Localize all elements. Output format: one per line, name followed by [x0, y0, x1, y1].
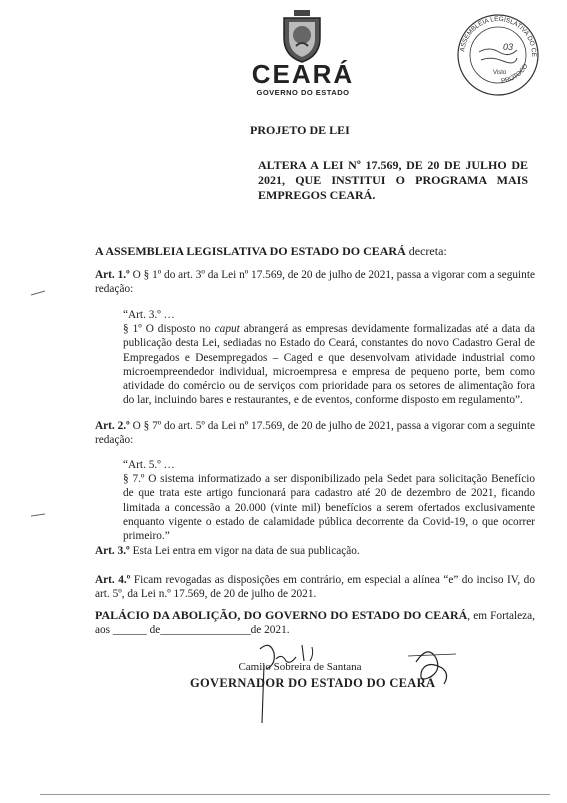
state-brand: [230, 60, 376, 97]
article-4-text: Ficam revogadas as disposições em contrário, em especial a alínea “e” do inciso IV, do art. 5º, da Lei n.º 17.569, de 20 de julho de 2021.: [95, 574, 535, 601]
article-2: [95, 419, 535, 447]
article-1-quote: [123, 308, 535, 407]
quote-1-paragraph: [123, 322, 535, 407]
stamp-label: Visto: [493, 70, 507, 76]
signing-place-date: , em Fortaleza, aos ______ de________________de 2021.: [95, 610, 535, 637]
enacting-clause: [95, 244, 535, 259]
enacting-clause-body: A ASSEMBLEIA LEGISLATIVA DO ESTADO DO CEARÁ: [95, 244, 406, 258]
article-2-text: O § 7º do art. 5º da Lei nº 17.569, de 20 de julho de 2021, passa a vigorar com a seguinte redação:: [95, 420, 535, 447]
article-2-quote: [123, 458, 535, 543]
article-4: [95, 573, 535, 601]
article-1-text: O § 1º do art. 3º da Lei nº 17.569, de 20 de julho de 2021, passa a vigorar com a seguinte redação:: [95, 269, 535, 296]
stamp-number: 03: [503, 42, 514, 52]
signing-place-bold: PALÁCIO DA ABOLIÇÃO, DO GOVERNO DO ESTADO DO CEARÁ: [95, 608, 468, 622]
stamp-ring-top: ASSEMBLEIA LEGISLATIVA DO CE: [459, 15, 538, 58]
state-crest-icon: [278, 8, 326, 64]
bill-title: PROJETO DE LEI: [250, 123, 350, 137]
bill-ementa: ALTERA A LEI Nº 17.569, DE 20 DE JULHO DE 2021, QUE INSTITUI O PROGRAMA MAIS EMPREGOS CEARÁ.: [258, 158, 528, 202]
signing-place: [95, 608, 535, 637]
quote-1-part-a: § 1º O disposto no: [123, 323, 215, 336]
quote-2-heading: “Art. 5.º …: [123, 459, 175, 471]
article-1-label: Art. 1.º: [95, 269, 130, 281]
article-2-label: Art. 2.º: [95, 420, 130, 432]
article-1: [95, 268, 535, 296]
article-3-text: Esta Lei entra em vigor na data de sua publicação.: [129, 545, 360, 557]
stamp-ring-icon: [455, 12, 541, 98]
brand-subtitle: GOVERNO DO ESTADO: [256, 88, 350, 97]
page-bottom-rule: [40, 794, 550, 795]
margin-mark-icon: [30, 512, 46, 518]
quote-2-paragraph: § 7.º O sistema informatizado a ser disponibilizado pela Sedet para solicitação Benefício de que trata este artigo funcionará para cadastro até 20 de dezembro de 2021, ficando limitada a concessão a 20.000 (vinte mil) benefícios a serem ofertados exclusivamente enquanto vigente o estado de calamidade pública decorrente da Covid-19, o que ocorrer primeiro.”: [123, 473, 535, 543]
quote-1-heading: “Art. 3.º …: [123, 309, 175, 321]
article-4-label: Art. 4.º: [95, 574, 131, 586]
margin-mark-icon: [30, 290, 46, 296]
quote-1-caput: caput: [214, 323, 240, 336]
article-3: [95, 544, 535, 558]
signer-role: GOVERNADOR DO ESTADO DO CEARÁ: [190, 676, 436, 690]
article-3-label: Art. 3.º: [95, 545, 130, 557]
protocol-stamp: [455, 12, 541, 98]
quote-1-part-b: abrangerá as empresas devidamente formalizadas até a data da publicação desta Lei, sediadas no Estado do Ceará, constantes do novo Cadastro Geral de Empregados e Desempregados – Caged e que desenvolvam atividade industrial como microempreendedor individual, microempresa e empresa de pequeno porte, bem como atividade do comércio ou de serviços com prioridade para os setores de alimentação fora do lar, incluindo bares e restaurantes, e de eventos, conforme disposto em regulamento”.: [123, 323, 535, 407]
signer-name: Camilo Sobreira de Santana: [238, 661, 362, 673]
brand-name: CEARÁ: [251, 59, 355, 89]
enacting-clause-verb: decreta:: [405, 244, 447, 258]
stamp-ring-bottom: PROTOCO: [500, 62, 530, 86]
